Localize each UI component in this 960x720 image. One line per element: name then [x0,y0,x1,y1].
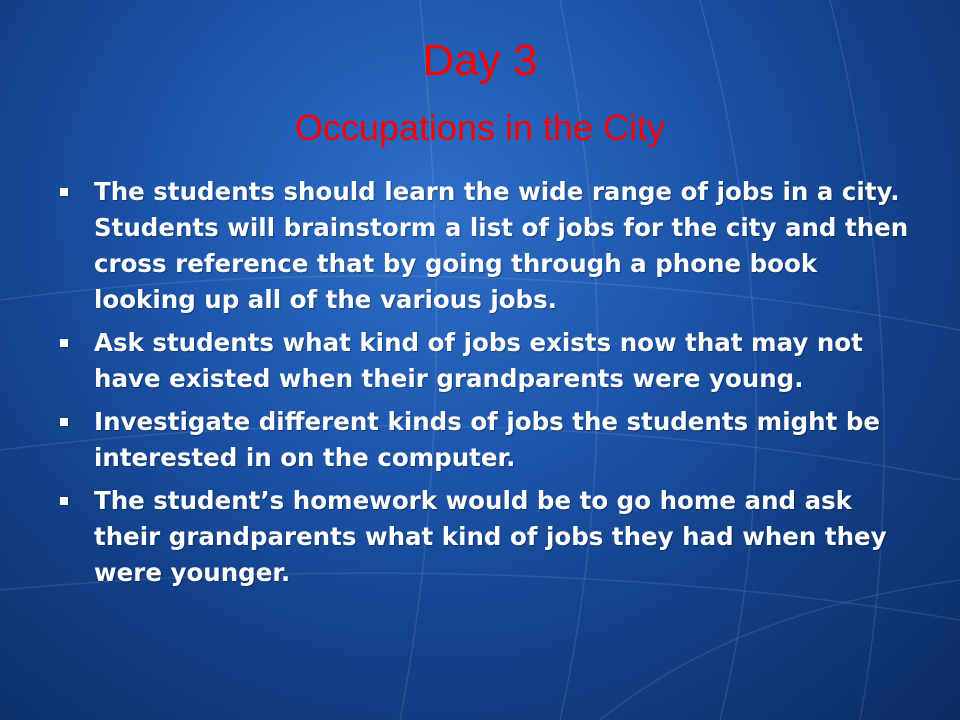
bullet-item [56,404,916,476]
bullet-text: The student’s homework would be to go home and ask their grandparents what kind of jobs they had when they were younger. [94,486,887,587]
square-bullet-icon [60,339,68,347]
bullet-list [56,174,916,598]
bullet-text: Ask students what kind of jobs exists now that may not have existed when their grandparents were young. [94,328,863,393]
bullet-text: Investigate different kinds of jobs the students might be interested in on the computer. [94,407,880,472]
bullet-item [56,483,916,591]
square-bullet-icon [60,497,68,505]
square-bullet-icon [60,188,68,196]
bullet-item [56,325,916,397]
bullet-text: The students should learn the wide range of jobs in a city. Students will brainstorm a list of jobs for the city and then cross reference that by going through a phone book looking up all of the various jobs. [94,177,909,314]
slide-subtitle: Occupations in the City [294,107,666,148]
square-bullet-icon [60,418,68,426]
bullet-item [56,174,916,318]
slide-title: Day 3 [422,36,538,85]
